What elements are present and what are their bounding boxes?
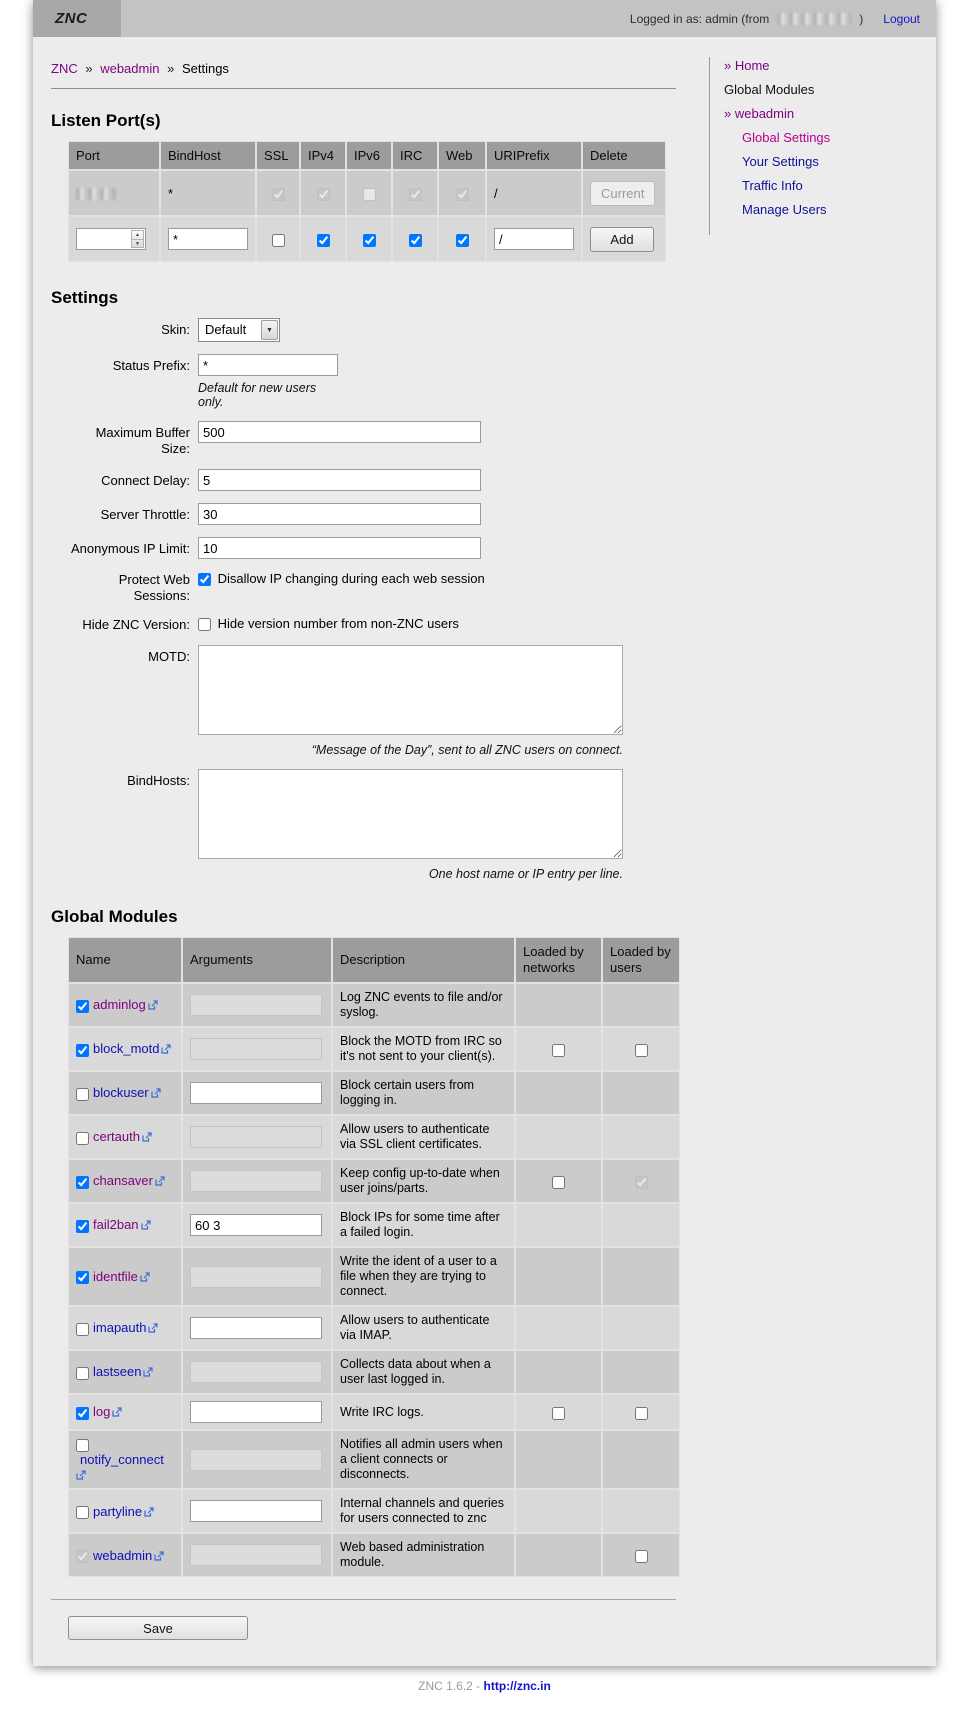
app-panel — [33, 0, 936, 1666]
module-row-certauth — [68, 1115, 680, 1159]
footer-znc-link[interactable]: http://znc.in — [483, 1679, 551, 1694]
logo-box — [33, 0, 121, 37]
module-enable-checkbox[interactable] — [76, 1132, 89, 1145]
add-web-checkbox[interactable] — [456, 234, 469, 247]
listen-port-current-row — [68, 170, 666, 216]
status-prefix-input[interactable] — [198, 354, 338, 376]
redacted-ip — [777, 13, 851, 25]
status-prefix-note: Default for new users only. — [198, 381, 317, 409]
module-row-chansaver — [68, 1159, 680, 1203]
spinner-up-icon[interactable]: ▲ — [135, 232, 140, 238]
module-description: Write the ident of a user to a file when they are trying to connect. — [332, 1247, 515, 1306]
protect-web-sessions-checkbox[interactable] — [198, 573, 211, 586]
hide-znc-version-text: Hide version number from non-ZNC users — [217, 616, 459, 631]
external-link-icon — [148, 1000, 158, 1010]
breadcrumb-separator: » — [85, 61, 93, 76]
save-button[interactable]: Save — [68, 1616, 248, 1640]
col-name: Name — [68, 937, 182, 983]
sidebar-item-your-settings[interactable]: Your Settings — [742, 154, 819, 169]
col-web: Web — [438, 141, 486, 170]
module-link[interactable]: webadmin — [93, 1547, 153, 1563]
sidebar-item-manage-users[interactable]: Manage Users — [742, 202, 827, 217]
module-args-input[interactable] — [190, 1317, 322, 1339]
module-link[interactable]: fail2ban — [93, 1217, 139, 1233]
server-throttle-input[interactable] — [198, 503, 481, 525]
external-link-icon — [161, 1044, 171, 1054]
add-irc-checkbox[interactable] — [409, 234, 422, 247]
motd-textarea[interactable] — [198, 645, 623, 735]
loaded-by-users-checkbox — [635, 1176, 648, 1189]
add-ssl-checkbox[interactable] — [272, 234, 285, 247]
module-args-input[interactable] — [190, 1401, 322, 1423]
add-ipv6-checkbox[interactable] — [363, 234, 376, 247]
bindhosts-note: One host name or IP entry per line. — [428, 867, 623, 881]
module-description: Allow users to authenticate via IMAP. — [332, 1306, 515, 1350]
sidebar-item-webadmin[interactable]: » webadmin — [724, 106, 795, 121]
znc-logo: ZNC — [55, 10, 88, 27]
module-link[interactable]: certauth — [93, 1129, 140, 1145]
add-bindhost-input[interactable] — [168, 228, 248, 250]
module-args-input[interactable] — [190, 1082, 322, 1104]
footer — [0, 1679, 969, 1693]
module-enable-checkbox[interactable] — [76, 1088, 89, 1101]
loaded-by-networks-checkbox[interactable] — [552, 1176, 565, 1189]
module-row-fail2ban — [68, 1203, 680, 1247]
skin-selected-value: Default — [205, 322, 247, 337]
module-enable-checkbox[interactable] — [76, 1323, 89, 1336]
loaded-by-networks-checkbox[interactable] — [552, 1044, 565, 1057]
current-irc-checkbox — [409, 188, 422, 201]
footer-version: ZNC 1.6.2 - — [418, 1679, 481, 1694]
server-throttle-label: Server Throttle: — [100, 507, 190, 522]
module-description: Write IRC logs. — [332, 1394, 515, 1430]
external-link-icon — [155, 1176, 165, 1186]
module-args-input[interactable] — [190, 1449, 322, 1471]
module-row-imapauth — [68, 1306, 680, 1350]
external-link-icon — [112, 1407, 122, 1417]
anon-ip-limit-input[interactable] — [198, 537, 481, 559]
module-enable-checkbox[interactable] — [76, 1367, 89, 1380]
module-description: Web based administration module. — [332, 1533, 515, 1577]
redacted-port — [76, 188, 116, 200]
col-loaded-by-networks: Loaded by networks — [515, 937, 602, 983]
module-link[interactable]: block_motd — [93, 1041, 160, 1057]
module-link[interactable]: adminlog — [93, 997, 146, 1013]
module-args-input[interactable] — [190, 1500, 322, 1522]
module-args-input[interactable] — [190, 1126, 322, 1148]
external-link-icon — [140, 1272, 150, 1282]
protect-web-sessions-label: Protect Web Sessions: — [118, 572, 190, 603]
col-bindhost: BindHost — [160, 141, 256, 170]
breadcrumb-znc-link[interactable]: ZNC — [51, 61, 78, 76]
sidebar-item-home[interactable]: » Home — [724, 58, 770, 73]
loaded-by-users-checkbox[interactable] — [635, 1044, 648, 1057]
external-link-icon — [142, 1132, 152, 1142]
module-row-webadmin — [68, 1533, 680, 1577]
col-port: Port — [68, 141, 160, 170]
global-modules-title: Global Modules — [51, 907, 178, 926]
module-link[interactable]: imapauth — [93, 1320, 147, 1336]
listen-ports-table — [68, 141, 666, 262]
module-enable-checkbox[interactable] — [76, 1407, 89, 1420]
module-enable-checkbox[interactable] — [76, 1506, 89, 1519]
main-column — [51, 57, 695, 1640]
module-args-input[interactable] — [190, 1170, 322, 1192]
module-link[interactable]: lastseen — [93, 1364, 142, 1380]
current-port-button: Current — [590, 181, 655, 206]
skin-select[interactable] — [198, 318, 280, 342]
module-row-blockuser — [68, 1071, 680, 1115]
col-arguments: Arguments — [182, 937, 332, 983]
current-web-checkbox — [456, 188, 469, 201]
module-link[interactable]: notify_connect — [80, 1452, 164, 1468]
max-buffer-label: Maximum Buffer Size: — [95, 425, 190, 456]
module-enable-checkbox[interactable] — [76, 1000, 89, 1013]
module-enable-checkbox[interactable] — [76, 1220, 89, 1233]
col-ipv4: IPv4 — [300, 141, 346, 170]
hide-znc-version-checkbox[interactable] — [198, 618, 211, 631]
bindhosts-label: BindHosts: — [127, 773, 190, 788]
sidebar-nav — [709, 57, 905, 235]
breadcrumb — [51, 57, 676, 89]
breadcrumb-webadmin-link[interactable]: webadmin — [100, 61, 160, 76]
listen-ports-header-row — [68, 141, 666, 170]
hide-znc-version-label: Hide ZNC Version: — [82, 617, 190, 632]
col-uriprefix: URIPrefix — [486, 141, 582, 170]
module-args-input[interactable] — [190, 994, 322, 1016]
external-link-icon — [151, 1088, 161, 1098]
listen-ports-title: Listen Port(s) — [51, 111, 161, 130]
settings-title: Settings — [51, 288, 119, 307]
external-link-icon — [143, 1367, 153, 1377]
module-description: Keep config up-to-date when user joins/parts. — [332, 1159, 515, 1203]
logged-in-text: Logged in as: admin (from — [629, 11, 770, 26]
add-ipv4-checkbox[interactable] — [317, 234, 330, 247]
listen-port-add-row — [68, 216, 666, 262]
module-row-identfile — [68, 1247, 680, 1306]
col-description: Description — [332, 937, 515, 983]
divider — [51, 1599, 676, 1600]
external-link-icon — [154, 1551, 164, 1561]
current-uriprefix-value: / — [486, 170, 582, 216]
loaded-by-networks-checkbox[interactable] — [552, 1407, 565, 1420]
add-uriprefix-input[interactable] — [494, 228, 574, 250]
module-enable-checkbox[interactable] — [76, 1271, 89, 1284]
session-info — [630, 12, 936, 26]
top-bar — [33, 0, 936, 37]
port-spinner[interactable] — [131, 230, 144, 248]
module-link[interactable]: chansaver — [93, 1173, 153, 1189]
spinner-down-icon[interactable]: ▼ — [132, 239, 143, 248]
current-ssl-checkbox — [272, 188, 285, 201]
col-irc: IRC — [392, 141, 438, 170]
module-args-input[interactable] — [190, 1214, 322, 1236]
motd-label: MOTD: — [148, 649, 190, 664]
status-prefix-label: Status Prefix: — [112, 358, 190, 373]
sidebar-item-traffic-info[interactable]: Traffic Info — [742, 178, 803, 193]
connect-delay-input[interactable] — [198, 469, 481, 491]
col-loaded-by-users: Loaded by users — [602, 937, 680, 983]
add-port-button[interactable]: Add — [590, 227, 654, 252]
module-row-notify-connect — [68, 1430, 680, 1489]
module-row-partyline — [68, 1489, 680, 1533]
module-description: Block certain users from logging in. — [332, 1071, 515, 1115]
module-description: Notifies all admin users when a client connects or disconnects. — [332, 1430, 515, 1489]
module-args-input[interactable] — [190, 1266, 322, 1288]
bindhosts-textarea[interactable] — [198, 769, 623, 859]
module-row-block-motd — [68, 1027, 680, 1071]
skin-label: Skin: — [161, 322, 190, 337]
loaded-by-users-checkbox[interactable] — [635, 1407, 648, 1420]
module-enable-checkbox[interactable] — [76, 1176, 89, 1189]
module-args-input[interactable] — [190, 1361, 322, 1383]
breadcrumb-current: Settings — [181, 61, 229, 76]
module-description: Log ZNC events to file and/or syslog. — [332, 983, 515, 1027]
col-ssl: SSL — [256, 141, 300, 170]
module-link[interactable]: log — [93, 1404, 111, 1420]
logged-in-suffix: ) — [859, 11, 864, 26]
module-row-lastseen — [68, 1350, 680, 1394]
breadcrumb-separator: » — [167, 61, 175, 76]
loaded-by-users-checkbox[interactable] — [635, 1550, 648, 1563]
modules-header-row — [68, 937, 680, 983]
module-row-adminlog — [68, 983, 680, 1027]
module-link[interactable]: partyline — [93, 1503, 143, 1519]
max-buffer-input[interactable] — [198, 421, 481, 443]
module-link[interactable]: identfile — [93, 1268, 138, 1284]
anon-ip-limit-label: Anonymous IP Limit: — [71, 541, 190, 556]
module-enable-checkbox[interactable] — [76, 1439, 89, 1452]
module-row-log — [68, 1394, 680, 1430]
sidebar-section-global-modules: Global Modules — [724, 82, 815, 97]
module-args-input[interactable] — [190, 1544, 322, 1566]
module-args-input[interactable] — [190, 1038, 322, 1060]
chevron-down-icon[interactable]: ▼ — [261, 320, 278, 340]
global-modules-table — [68, 937, 680, 1577]
col-delete: Delete — [582, 141, 666, 170]
col-ipv6: IPv6 — [346, 141, 392, 170]
logout-link[interactable]: Logout — [883, 11, 920, 26]
current-ipv6-checkbox — [363, 188, 376, 201]
module-description: Block IPs for some time after a failed login. — [332, 1203, 515, 1247]
module-enable-checkbox[interactable] — [76, 1044, 89, 1057]
module-description: Block the MOTD from IRC so it's not sent to your client(s). — [332, 1027, 515, 1071]
connect-delay-label: Connect Delay: — [101, 473, 190, 488]
external-link-icon — [76, 1470, 86, 1480]
external-link-icon — [144, 1507, 154, 1517]
module-description: Allow users to authenticate via SSL client certificates. — [332, 1115, 515, 1159]
current-bindhost-value: * — [160, 170, 256, 216]
sidebar-item-global-settings[interactable]: Global Settings — [742, 130, 831, 145]
external-link-icon — [141, 1220, 151, 1230]
current-ipv4-checkbox — [317, 188, 330, 201]
module-enable-checkbox — [76, 1550, 89, 1563]
motd-note: “Message of the Day”, sent to all ZNC users on connect. — [311, 743, 623, 757]
module-description: Collects data about when a user last logged in. — [332, 1350, 515, 1394]
module-link[interactable]: blockuser — [93, 1085, 149, 1101]
protect-web-sessions-text: Disallow IP changing during each web session — [217, 571, 485, 586]
external-link-icon — [148, 1323, 158, 1333]
module-description: Internal channels and queries for users connected to znc — [332, 1489, 515, 1533]
